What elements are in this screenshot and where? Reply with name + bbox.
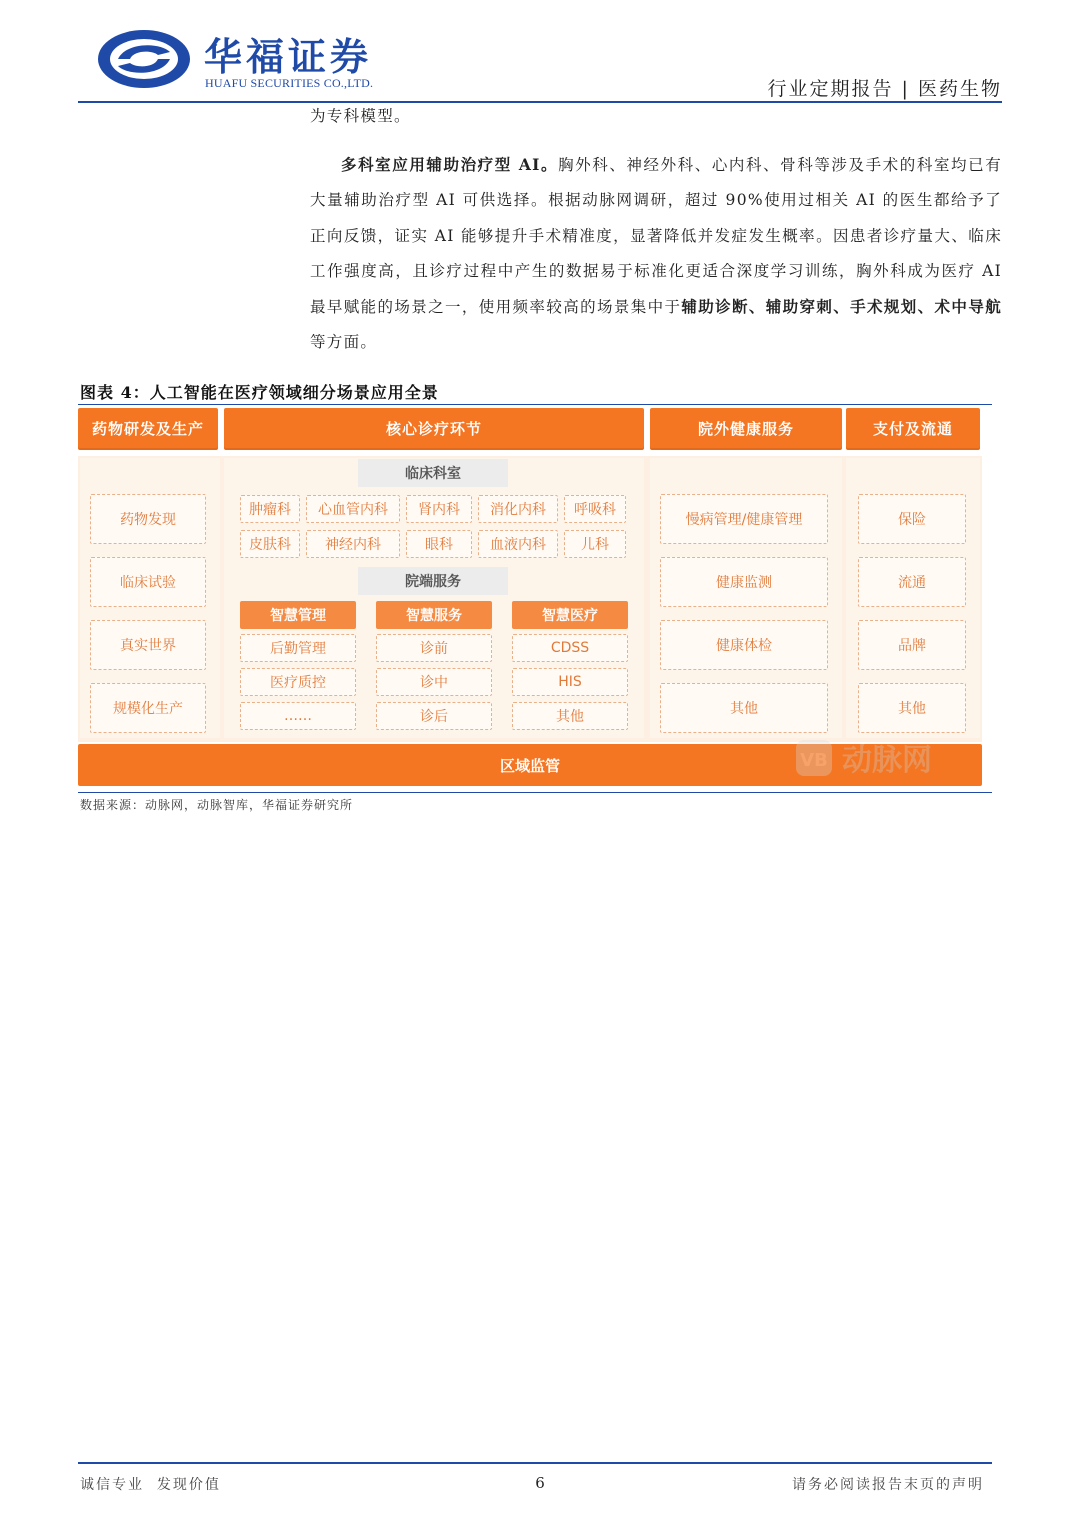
hospital-service-item: HIS <box>512 668 628 696</box>
drug-item: 药物发现 <box>90 494 206 544</box>
outpatient-item: 健康体检 <box>660 620 828 670</box>
department-item: 肿瘤科 <box>240 495 300 523</box>
category-core-diagnosis: 核心诊疗环节 <box>224 408 644 448</box>
hospital-service-item: 医疗质控 <box>240 668 356 696</box>
drug-item: 规模化生产 <box>90 683 206 733</box>
footer-disclaimer: 请务必阅读报告末页的声明 <box>792 1477 984 1493</box>
ai-medical-landscape-figure <box>72 404 992 792</box>
logo-english-name: HUAFU SECURITIES CO.,LTD. <box>205 76 374 90</box>
department-item: 儿科 <box>564 530 626 558</box>
payment-item: 流通 <box>858 557 966 607</box>
category-outpatient-health: 院外健康服务 <box>650 408 842 448</box>
paragraph-text-1: 胸外科、神经外科、心内科、骨科等涉及手术的科室均已有大量辅助治疗型 AI 可供选择。根据动脉网调研，超过 90%使用过相关 AI 的医生都给予了正向反馈，证实 AI 能够提升手术精准度，显著降低并发症发生概率。因患者诊疗量大、临床工作强度高，且诊疗过程中产生的数据易于标准化更适合深度学习训练，胸外科成为医疗 AI 最早赋能的场景之一，使用频率较高的场景集中于 <box>310 156 1002 317</box>
body-paragraph <box>310 147 1002 361</box>
department-item: 呼吸科 <box>564 495 626 523</box>
department-item: 眼科 <box>406 530 472 558</box>
department-item: 神经内科 <box>306 530 400 558</box>
header-separator: | <box>901 78 910 100</box>
category-payment-circulation: 支付及流通 <box>846 408 980 448</box>
huafu-logo-icon <box>96 28 192 90</box>
figure-title: 图表 4：人工智能在医疗领域细分场景应用全景 <box>80 383 439 402</box>
figure-source: 数据来源：动脉网，动脉智库，华福证券研究所 <box>80 798 354 812</box>
hospital-service-item: 诊后 <box>376 702 492 730</box>
clinical-departments-label: 临床科室 <box>358 459 508 487</box>
paragraph-text-2: 等方面。 <box>310 333 378 352</box>
department-item: 心血管内科 <box>306 495 400 523</box>
department-item: 肾内科 <box>406 495 472 523</box>
header-report-info <box>767 74 1002 101</box>
category-drug-rd: 药物研发及生产 <box>78 408 218 448</box>
drug-item: 真实世界 <box>90 620 206 670</box>
watermark-text: 动脉网 <box>842 743 932 778</box>
paragraph-bold-lead: 多科室应用辅助治疗型 AI。 <box>341 155 559 174</box>
continuation-text: 为专科模型。 <box>310 107 411 125</box>
department-item: 血液内科 <box>478 530 558 558</box>
regional-supervision-bar: 区域监管 <box>78 744 982 786</box>
department-item: 消化内科 <box>478 495 558 523</box>
industry-name: 医药生物 <box>917 78 1002 100</box>
hospital-service-item: 其他 <box>512 702 628 730</box>
outpatient-item: 其他 <box>660 683 828 733</box>
svg-text:VB: VB <box>800 750 828 771</box>
hospital-service-item: 诊前 <box>376 634 492 662</box>
report-type: 行业定期报告 <box>767 78 894 100</box>
hospital-service-item: …… <box>240 702 356 730</box>
footer-slogan: 诚信专业 发现价值 <box>80 1477 221 1493</box>
payment-item: 品牌 <box>858 620 966 670</box>
logo-chinese-name: 华福证券 <box>204 35 373 79</box>
drug-item: 临床试验 <box>90 557 206 607</box>
hospital-service-item: 诊中 <box>376 668 492 696</box>
department-item: 皮肤科 <box>240 530 300 558</box>
smart-medical-header: 智慧医疗 <box>512 601 628 629</box>
hospital-services-label: 院端服务 <box>358 567 508 595</box>
payment-item: 保险 <box>858 494 966 544</box>
outpatient-item: 慢病管理/健康管理 <box>660 494 828 544</box>
watermark-logo-icon <box>794 734 974 782</box>
smart-service-header: 智慧服务 <box>376 601 492 629</box>
paragraph-bold-tail: 辅助诊断、辅助穿刺、手术规划、术中导航 <box>681 297 1002 317</box>
smart-management-header: 智慧管理 <box>240 601 356 629</box>
payment-item: 其他 <box>858 683 966 733</box>
hospital-service-item: 后勤管理 <box>240 634 356 662</box>
hospital-service-item: CDSS <box>512 634 628 662</box>
footer-divider <box>78 1462 992 1464</box>
page-number: 6 <box>535 1474 545 1492</box>
figure-bottom-rule <box>78 792 992 793</box>
outpatient-item: 健康监测 <box>660 557 828 607</box>
